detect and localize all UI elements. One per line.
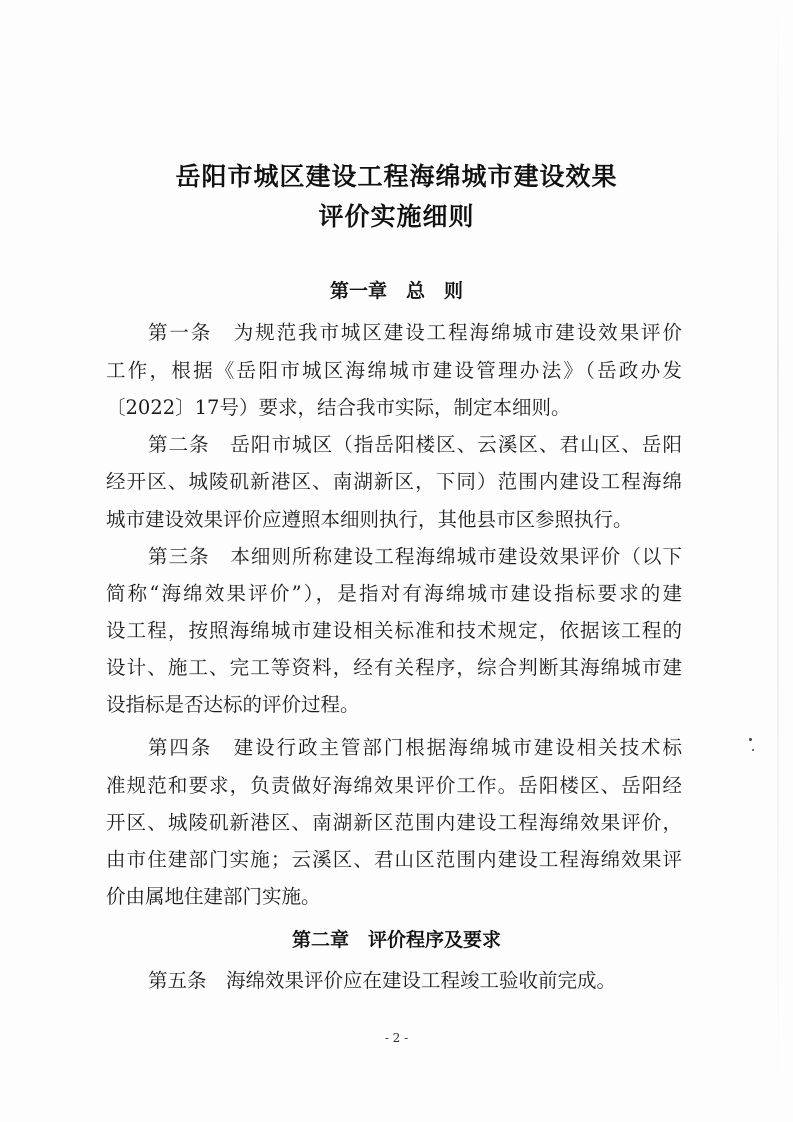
- document-title-line-2: 评价实施细则: [318, 202, 475, 231]
- page-number: - 2 -: [384, 1031, 409, 1045]
- article-3-line-2: 简称“海绵效果评价”），是指对有海绵城市建设指标要求的建: [106, 582, 682, 605]
- scan-speck: [749, 738, 752, 741]
- article-3-line-1: 第三条 本细则所称建设工程海绵城市建设效果评价（以下: [148, 545, 682, 568]
- article-1-line-2: 工作，根据《岳阳市城区海绵城市建设管理办法》（岳政办发: [106, 359, 682, 382]
- article-2-line-1: 第二条 岳阳市城区（指岳阳楼区、云溪区、君山区、岳阳: [148, 433, 682, 456]
- page-edge-shadow: [777, 0, 779, 1090]
- article-3-line-3: 设工程，按照海绵城市建设相关标准和技术规定，依据该工程的: [106, 619, 682, 642]
- article-4-line-4: 由市住建部门实施；云溪区、君山区范围内建设工程海绵效果评: [106, 848, 682, 871]
- document-title-line-1: 岳阳市城区建设工程海绵城市建设效果: [175, 162, 618, 191]
- article-1-line-1: 第一条 为规范我市城区建设工程海绵城市建设效果评价: [148, 321, 682, 344]
- article-3-line-4: 设计、施工、完工等资料，经有关程序，综合判断其海绵城市建: [106, 656, 682, 679]
- chapter-2-heading: 第二章 评价程序及要求: [291, 929, 501, 951]
- article-2-line-2: 经开区、城陵矶新港区、南湖新区，下同）范围内建设工程海绵: [106, 470, 682, 493]
- article-4-line-5: 价由属地住建部门实施。: [106, 885, 321, 908]
- article-1-line-3: 〔2022〕17号）要求，结合我市实际，制定本细则。: [106, 396, 571, 419]
- article-3-line-5: 设指标是否达标的评价过程。: [106, 693, 360, 716]
- chapter-1-heading: 第一章 总 则: [329, 280, 463, 302]
- scan-speck: [752, 749, 754, 751]
- article-4-line-2: 准规范和要求，负责做好海绵效果评价工作。岳阳楼区、岳阳经: [106, 774, 682, 797]
- article-4-line-1: 第四条 建设行政主管部门根据海绵城市建设相关技术标: [148, 736, 682, 759]
- article-2-line-3: 城市建设效果评价应遵照本细则执行，其他县市区参照执行。: [106, 508, 633, 531]
- article-4-line-3: 开区、城陵矶新港区、南湖新区范围内建设工程海绵效果评价，: [106, 811, 682, 834]
- article-5-line-1: 第五条 海绵效果评价应在建设工程竣工验收前完成。: [148, 969, 617, 992]
